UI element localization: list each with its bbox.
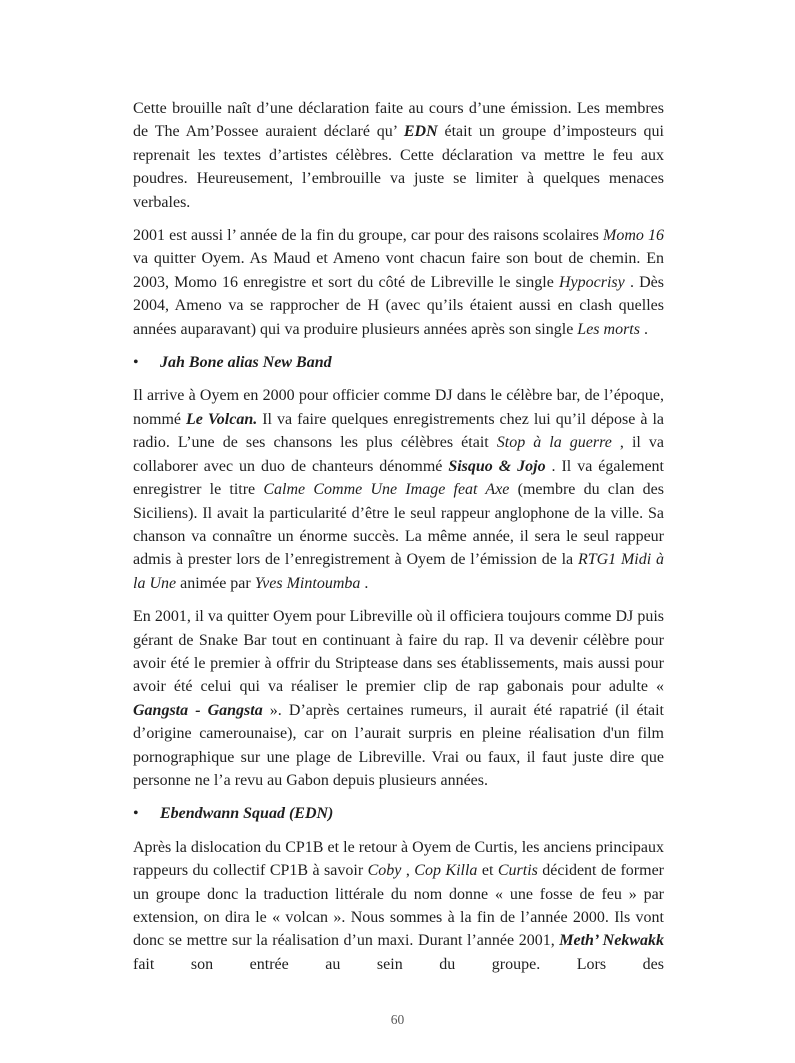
text-segment: Yves Mintoumba — [254, 574, 361, 592]
text-segment: EDN — [403, 123, 438, 141]
text-segment: Calme Comme Une Image feat Axe — [263, 481, 510, 499]
paragraph — [133, 605, 664, 792]
text-segment: Les morts — [577, 320, 640, 338]
text-segment: Meth’ Nekwakk — [559, 932, 665, 950]
text-segment: Curtis — [497, 862, 538, 880]
text-segment: Sisquo & Jojo — [448, 457, 546, 475]
bullet-item — [133, 802, 664, 825]
text-segment: décident de former un groupe donc la traduction littérale du nom donne « une fosse de feu » par extension, on dira le « volcan ». Nous sommes à la fin de l’année 2000. Ils vont donc se mettre sur la réalisation d’un maxi. Durant l’année 2001, — [133, 862, 665, 950]
text-segment: Il va faire quelques enregistrements chez lui qu’il dépose à la radio. L’une de ses chansons les plus célèbres était — [133, 410, 665, 452]
text-segment: Cop Killa — [414, 862, 478, 880]
bullet-marker: • — [133, 354, 139, 372]
paragraph — [133, 384, 664, 595]
text-segment: En 2001, il va quitter Oyem pour Libreville où il officiera toujours comme DJ puis gérant de Snake Bar tout en continuant à faire du rap. Il va devenir célèbre pour avoir été le premier à offrir du Striptease dans ses établissements, mais aussi pour avoir été celui qui va réaliser le premier clip de rap gabonais pour adulte « — [133, 608, 664, 696]
text-segment: 2001 est aussi l’ année de la fin du groupe, car pour des raisons scolaires — [133, 227, 603, 245]
text-segment: fait son entrée au sein du groupe. Lors des — [133, 955, 664, 973]
text-segment: . Il va également enregistrer le titre — [133, 457, 664, 499]
page-number: 60 — [390, 1012, 405, 1027]
text-segment: Gangsta - Gangsta — [133, 701, 263, 719]
bullet-marker: • — [133, 805, 139, 823]
text-segment: (membre du clan des Siciliens). Il avait la particularité d’être le seul rappeur anglophone de la ville. Sa chanson va connaître un énorme succès. La même année, il sera le seul rappeur admis à prester lors de l’enregistrement à Oyem de l’émission de la — [133, 481, 664, 569]
paragraph — [133, 224, 664, 341]
bullet-item — [133, 351, 664, 374]
text-segment: ». D’après certaines rumeurs, il aurait été rapatrié (il était d’origine camerounaise), car on l’aurait surpris en pleine réalisation d'un film pornographique sur une plage de Libreville. Vrai ou faux, il faut juste dire que personne ne l’a revu au Gabon depuis plusieurs années. — [133, 701, 664, 789]
text-segment: Jah Bone alias New Band — [160, 354, 332, 372]
text-segment: Stop à la guerre — [496, 434, 612, 452]
document-content — [133, 97, 664, 986]
bullet-text — [160, 802, 664, 825]
text-segment: Le Volcan. — [186, 410, 258, 428]
text-segment: animée par — [176, 574, 255, 592]
paragraph — [133, 836, 664, 976]
paragraph — [133, 97, 664, 214]
bullet-text — [160, 351, 664, 374]
text-segment: et — [477, 862, 498, 880]
text-segment: Coby — [367, 862, 402, 880]
text-segment: Ebendwann Squad (EDN) — [160, 805, 334, 823]
text-segment: . Dès 2004, Ameno va se rapprocher de H (avec qu’ils étaient aussi en clash quelles années auparavant) qui va produire plusieurs années après son single — [133, 273, 664, 338]
text-segment: , — [401, 862, 415, 880]
text-segment: Il arrive à Oyem en 2000 pour officier comme DJ dans le célèbre bar, de l’époque, nommé — [133, 387, 664, 428]
text-segment: va quitter Oyem. As Maud et Ameno vont chacun faire son bout de chemin. En 2003, Momo 16 enregistre et sort du côté de Libreville le single — [133, 250, 664, 291]
text-segment: était un groupe d’imposteurs qui reprenait les textes d’artistes célèbres. Cette déclaration va mettre le feu aux poudres. Heureusement, l’embrouille va juste se limiter à quelques menaces verbales. — [133, 123, 665, 211]
text-segment: Après la dislocation du CP1B et le retour à Oyem de Curtis, les anciens principaux rappeurs du collectif CP1B à savoir — [133, 838, 664, 880]
text-segment: . — [360, 574, 369, 592]
text-segment: , il va collaborer avec un duo de chanteurs dénommé — [133, 434, 665, 475]
text-segment: . — [639, 320, 648, 338]
text-segment: RTG1 Midi à la Une — [133, 551, 664, 592]
text-segment: Hypocrisy — [559, 273, 625, 291]
text-segment: Cette brouille naît d’une déclaration faite au cours d’une émission. Les membres de The Am’Possee auraient déclaré qu’ — [133, 100, 664, 141]
text-segment: Momo 16 — [602, 227, 664, 245]
